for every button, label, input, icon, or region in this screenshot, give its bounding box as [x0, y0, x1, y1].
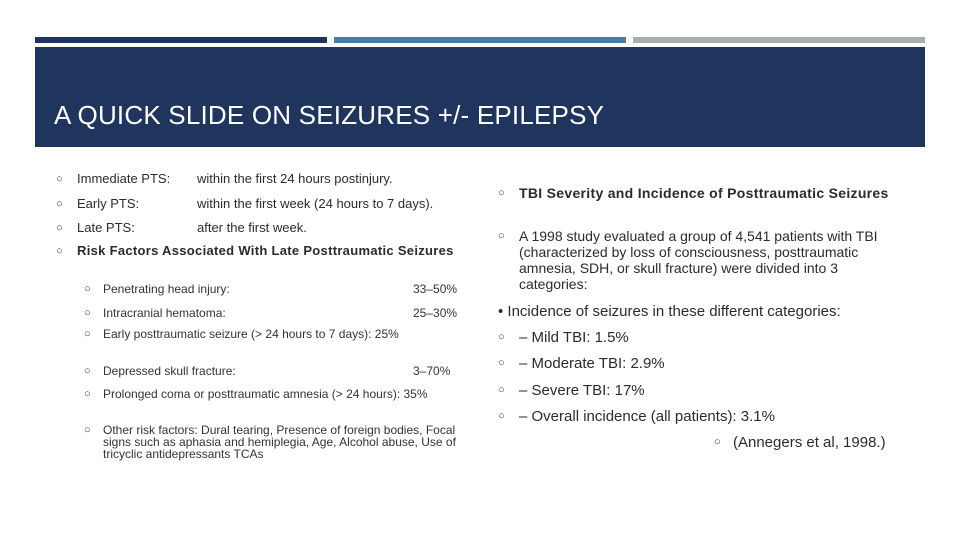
bullet-icon: ○: [56, 222, 63, 234]
bullet-icon: ○: [498, 410, 505, 422]
bullet-icon: ○: [56, 245, 63, 257]
pts-label: Immediate PTS:: [77, 171, 171, 186]
category-text: – Mild TBI: 1.5%: [519, 329, 629, 346]
risk-label: Depressed skull fracture:: [103, 364, 236, 378]
risk-label: Penetrating head injury:: [103, 282, 230, 296]
category-item: [498, 408, 775, 425]
risk-value: 25–30%: [413, 306, 458, 320]
study-text: A 1998 study evaluated a group of 4,541 patients with TBI (characterized by loss of consciousness, posttraumatic amnesia, SDH, or skull fracture) were divided into 3 categories:: [519, 228, 878, 292]
category-item: [498, 355, 665, 372]
bullet-icon: ○: [714, 436, 721, 448]
risk-item: [84, 388, 454, 400]
citation-item: [714, 434, 886, 451]
risk-heading: [56, 243, 456, 259]
risk-value: 3–70%: [413, 364, 451, 378]
category-text: – Overall incidence (all patients): 3.1%: [519, 408, 775, 425]
bullet-icon: ○: [84, 365, 91, 377]
bullet-icon: ○: [56, 198, 63, 210]
title-band: [35, 47, 925, 147]
bullet-icon: ○: [84, 388, 91, 400]
bullet-icon: ○: [498, 230, 505, 242]
pts-value: within the first week (24 hours to 7 days).: [197, 196, 434, 211]
risk-label: Prolonged coma or posttraumatic amnesia (> 24 hours): 35%: [103, 387, 428, 401]
category-text: – Moderate TBI: 2.9%: [519, 355, 665, 372]
category-item: [498, 382, 645, 399]
study-item: [498, 228, 898, 292]
tbi-heading: [498, 185, 898, 201]
bullet-icon: ○: [84, 307, 91, 319]
pts-value: within the first 24 hours postinjury.: [197, 171, 393, 186]
risk-label: Early posttraumatic seizure (> 24 hours to 7 days): 25%: [103, 327, 399, 341]
tbi-heading-text: TBI Severity and Incidence of Posttraumatic Seizures: [519, 185, 889, 201]
bullet-icon: ○: [498, 331, 505, 343]
bullet-icon: ○: [498, 384, 505, 396]
accent-bar-blue: [334, 37, 626, 43]
risk-label: Intracranial hematoma:: [103, 306, 226, 320]
pts-value: after the first week.: [197, 220, 307, 235]
pts-label: Early PTS:: [77, 196, 140, 211]
bullet-icon: ○: [498, 187, 505, 199]
risk-item: [84, 424, 469, 460]
accent-bar-gray: [633, 37, 925, 43]
pts-label: Late PTS:: [77, 220, 135, 235]
risk-item: [84, 328, 424, 340]
incidence-intro: • Incidence of seizures in these different categories:: [498, 303, 841, 320]
risk-value: 33–50%: [413, 282, 458, 296]
bullet-icon: ○: [84, 424, 91, 436]
category-item: [498, 329, 629, 346]
citation-text: (Annegers et al, 1998.): [733, 434, 886, 451]
bullet-icon: ○: [56, 173, 63, 185]
risk-heading-text: Risk Factors Associated With Late Posttraumatic Seizures: [77, 243, 454, 258]
bullet-icon: ○: [498, 357, 505, 369]
category-text: – Severe TBI: 17%: [519, 382, 645, 399]
risk-label: Other risk factors: Dural tearing, Presence of foreign bodies, Focal signs such as aphasia and hemiplegia, Age, Alcohol abuse, Use of tricyclic antidepressants TCAs: [103, 423, 456, 461]
bullet-icon: ○: [84, 283, 91, 295]
slide-title: A QUICK SLIDE ON SEIZURES +/- EPILEPSY: [54, 100, 605, 130]
bullet-icon: ○: [84, 328, 91, 340]
accent-bar-navy: [35, 37, 327, 43]
